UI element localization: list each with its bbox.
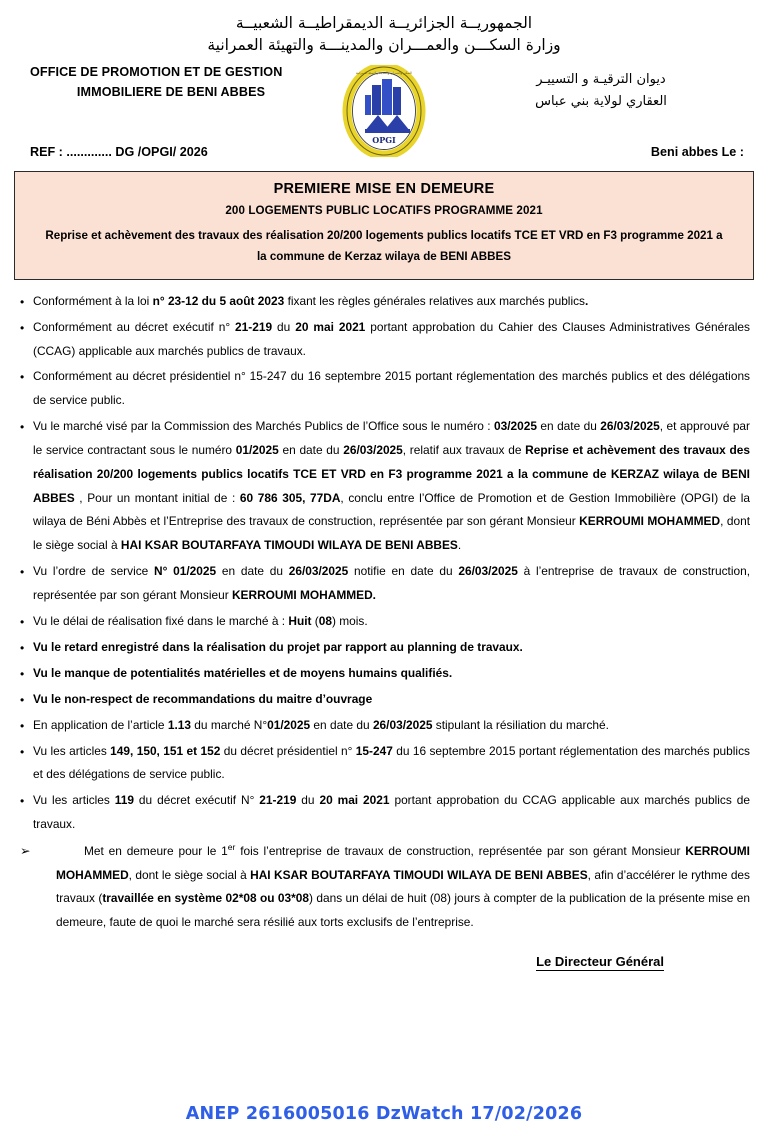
logo-acronym-text: OPGI — [372, 134, 396, 145]
bullet-point-icon: • — [20, 794, 25, 809]
clause-item — [20, 610, 750, 634]
clause-item — [20, 365, 750, 413]
clause-item — [20, 714, 750, 738]
signature-block — [12, 953, 756, 971]
svg-text:السكن والعمران والمدينة والتهي: السكن والعمران والمدينة والتهيئة العمرانية — [355, 70, 413, 75]
clause-text: En application de l’article 1.13 du marché N°01/2025 en date du 26/03/2025 stipulant la résiliation du marché. — [33, 717, 609, 732]
clause-text: Vu le manque de potentialités matérielles et de moyens humains qualifiés. — [33, 665, 453, 680]
bullet-point-icon: • — [20, 370, 25, 385]
office-name-line1: OFFICE DE PROMOTION ET DE GESTION — [30, 64, 283, 79]
office-name-block — [12, 65, 312, 99]
clause-item — [20, 662, 750, 686]
opgi-seal-logo — [332, 65, 436, 151]
title-box — [14, 171, 754, 280]
clause-list — [12, 290, 756, 935]
office-arabic-line1: ديوان الترقيـة و التسييـر — [536, 71, 666, 87]
bullet-point-icon: • — [20, 614, 25, 629]
clause-item — [20, 636, 750, 660]
title-heading: PREMIERE MISE EN DEMEURE — [273, 180, 495, 197]
office-name-arabic-block — [456, 65, 756, 113]
clause-item — [20, 560, 750, 608]
arrow-bullet-icon: ➢ — [20, 843, 31, 858]
clause-text: Vu le retard enregistré dans la réalisation du projet par rapport au planning de travaux. — [33, 639, 523, 654]
clause-item — [20, 839, 750, 935]
clause-item — [20, 316, 750, 364]
clause-item — [20, 415, 750, 558]
bullet-point-icon: • — [20, 420, 25, 435]
clause-item — [20, 290, 750, 314]
bullet-point-icon: • — [20, 640, 25, 655]
clause-text: Conformément au décret présidentiel n° 15-247 du 16 septembre 2015 portant réglementation des marchés publics et des délégations de service public. — [33, 369, 750, 408]
bullet-point-icon: • — [20, 294, 25, 309]
clause-item — [20, 688, 750, 712]
clause-text: Vu le non-respect de recommandations du maitre d’ouvrage — [33, 691, 373, 706]
bullet-point-icon: • — [20, 666, 25, 681]
clause-text: Vu les articles 149, 150, 151 et 152 du décret présidentiel n° 15-247 du 16 septembre 2015 portant réglementation des marchés publics et des délégations de service public. — [33, 743, 750, 782]
footer — [0, 1104, 768, 1124]
republic-line: الجمهوريــة الجزائريــة الديمقراطيــة الشعبيــة — [235, 14, 533, 32]
logo-container — [324, 65, 444, 151]
clause-text: Vu le marché visé par la Commission des Marchés Publics de l’Office sous le numéro : 03/2025 en date du 26/03/2025, et approuvé par le service contractant sous le numéro 01/2025 en date du 26/03/2025, relatif aux travaux de Reprise et achèvement des travaux des réalisation 20/200 logements publics locatifs TCE ET VRD en F3 programme 2021 a la commune de KERZAZ wilaya de BENI ABBES , Pour un montant initial de : 60 786 305, 77DA, conclu entre l’Office de Promotion et de Gestion Immobilière (OPGI) de la wilaya de Béni Abbès et l’Entreprise des travaux de construction, représentée par son gérant Monsieur KERROUMI MOHAMMED, dont le siège social à HAI KSAR BOUTARFAYA TIMOUDI WILAYA DE BENI ABBES. — [33, 419, 751, 553]
place-date-label: Beni abbes Le : — [650, 144, 744, 159]
bullet-point-icon: • — [20, 320, 25, 335]
clause-text: Conformément au décret exécutif n° 21-219 du 20 mai 2021 portant approbation du Cahier des Clauses Administratives Générales (CCAG) applicable aux marchés publics de travaux. — [33, 319, 750, 358]
clause-text: Met en demeure pour le 1er fois l’entreprise de travaux de construction, représentée par son gérant Monsieur KERROUMI MOHAMMED, dont le siège social à HAI KSAR BOUTARFAYA TIMOUDI WILAYA DE BENI ABBES, afin d’accélérer le rythme des travaux (travaillée en système 02*08 ou 03*08) dans un délai de huit (08) jours à compter de la publication de la présente mise en demeure, faute de quoi le marché sera résilié aux torts exclusifs de l’entreprise. — [56, 841, 750, 930]
clause-text: Vu l’ordre de service N° 01/2025 en date du 26/03/2025 notifie en date du 26/03/2025 à l’entreprise de travaux de construction, représentée par son gérant Monsieur KERROUMI MOHAMMED. — [33, 563, 751, 602]
title-description: Reprise et achèvement des travaux des réalisation 20/200 logements publics locatifs TCE ET VRD en F3 programme 2021 a la commune de Kerzaz wilaya de BENI ABBES — [45, 228, 723, 264]
director-general-label: Le Directeur Général — [536, 954, 664, 970]
bullet-point-icon: • — [20, 744, 25, 759]
office-header-row — [12, 65, 756, 143]
office-name-line2: IMMOBILIERE DE BENI ABBES — [76, 84, 266, 99]
national-header — [12, 0, 756, 57]
reference-label: REF : ............. DG /OPGI/ 2026 — [30, 144, 208, 159]
clause-item — [20, 740, 750, 788]
clause-text: Vu le délai de réalisation fixé dans le marché à : Huit (08) mois. — [33, 613, 368, 628]
title-subheading: 200 LOGEMENTS PUBLIC LOCATIFS PROGRAMME 2021 — [225, 203, 543, 217]
bullet-point-icon: • — [20, 718, 25, 733]
anep-reference: ANEP 2616005016 DzWatch 17/02/2026 — [185, 1104, 583, 1124]
clause-text: Conformément à la loi n° 23-12 du 5 août 2023 fixant les règles générales relatives aux marchés publics. — [33, 293, 589, 308]
clause-text: Vu les articles 119 du décret exécutif N° 21-219 du 20 mai 2021 portant approbation du CCAG applicable aux marchés publics de travaux. — [33, 793, 750, 831]
office-arabic-line2: العقاري لولاية بني عباس — [535, 94, 667, 110]
bullet-point-icon: • — [20, 564, 25, 579]
ministry-line: وزارة السكـــن والعمـــران والمدينـــة والتهيئة العمرانية — [207, 36, 561, 55]
bullet-point-icon: • — [20, 692, 25, 707]
clause-item — [20, 789, 750, 837]
